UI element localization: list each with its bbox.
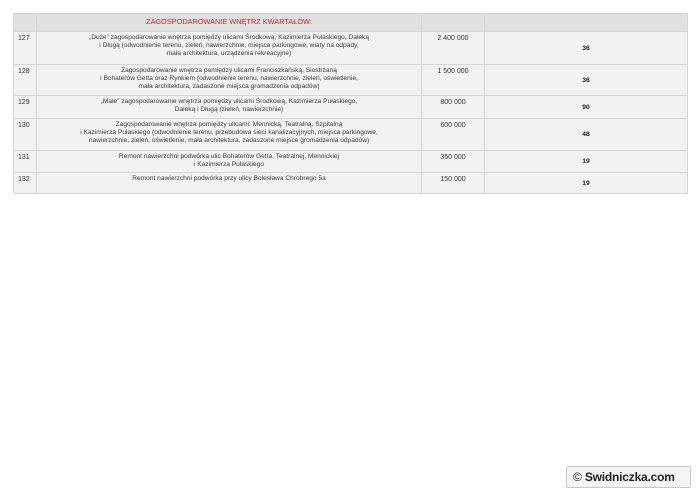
row-cost: 350 000 [422, 151, 485, 173]
watermark-text: Swidniczka.com [584, 470, 675, 484]
section-title: ZAGOSPODAROWANIE WNĘTRZ KWARTAŁÓW: [37, 14, 422, 32]
row-id: 131 [14, 151, 37, 173]
row-cost: 600 000 [422, 119, 485, 151]
row-cost: 1 500 000 [422, 65, 485, 96]
row-id: 128 [14, 65, 37, 96]
section-header-row [14, 14, 688, 32]
row-points: 90 [485, 96, 688, 119]
row-points: 19 [485, 173, 688, 194]
row-id: 127 [14, 32, 37, 65]
row-id: 129 [14, 96, 37, 119]
projects-table [13, 13, 688, 194]
table-row [14, 151, 688, 173]
row-cost: 150 000 [422, 173, 485, 194]
row-description: Zagospodarowanie wnętrza pomiędzy ulicami: Mennicką, Teatralną, Szpitalną i Kazimierza Pułaskiego (odwodnienie terenu, przebudowa sieci kanalizacyjnych, miejsca parkingowe, nawierzchnie, zieleń, oświetlenie, mała architektura, zadaszone miejsce gromadzenia odpadów) [37, 119, 422, 151]
table-row [14, 96, 688, 119]
table-row [14, 32, 688, 65]
copyright-icon: © [573, 470, 582, 484]
row-points: 48 [485, 119, 688, 151]
row-points: 19 [485, 151, 688, 173]
row-description: Remont nawierzchni podwórka ulic Bohaterów Getta, Teatralnej, Mennickiej i Kazimierza Pułaskiego [37, 151, 422, 173]
table-row [14, 119, 688, 151]
row-points: 36 [485, 65, 688, 96]
row-description: Zagospodarowanie wnętrza pomiędzy ulicami Franciszkańską, Siostrzaną i Bohaterów Getta oraz Rynkiem (odwodnienie terenu, nawierzchnie, zieleń, oświetlenie, mała architektura, zadaszone miejsca gromadzenia odpadów) [37, 65, 422, 96]
table-row [14, 173, 688, 194]
row-description: Remont nawierzchni podwórka przy ulicy Bolesława Chrobrego 5a [37, 173, 422, 194]
table-row [14, 65, 688, 96]
row-points: 36 [485, 32, 688, 65]
row-description: „Małe” zagospodarowanie wnętrza pomiędzy ulicami Środkową, Kazimierza Pułaskiego, Daleką i Długą (zieleń, nawierzchnie) [37, 96, 422, 119]
row-cost: 2 400 000 [422, 32, 485, 65]
row-description: „Duże” zagospodarowanie wnętrza pomiędzy ulicami Środkową, Kazimierza Pułaskiego, Daleką i Długą (odwodnienie terenu, zieleń, nawierzchnie, miejsca parkingowe, wiaty na odpady, mała architektura, urządzenia rekreacyjne) [37, 32, 422, 65]
row-cost: 800 000 [422, 96, 485, 119]
row-id: 130 [14, 119, 37, 151]
watermark [566, 466, 691, 488]
row-id: 132 [14, 173, 37, 194]
